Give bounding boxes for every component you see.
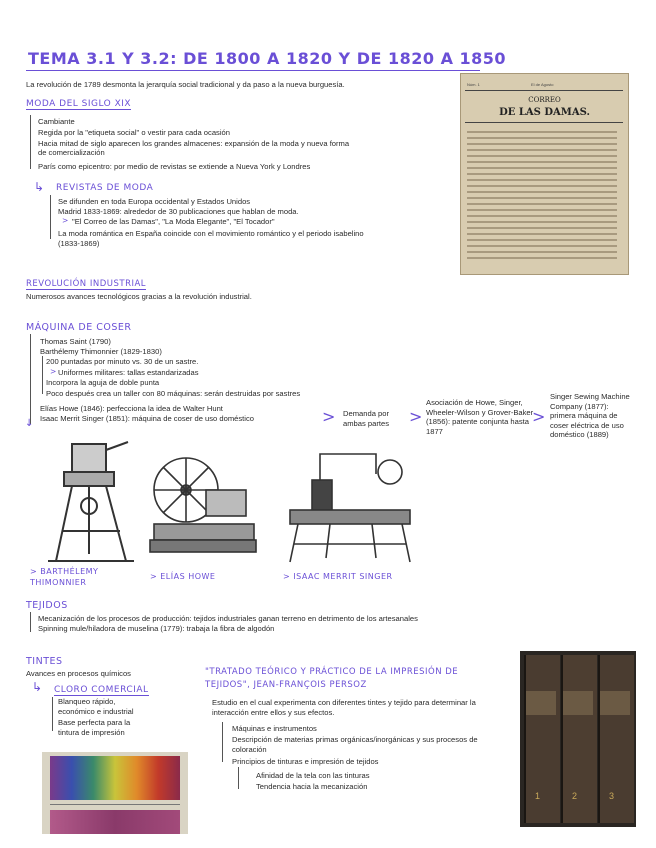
persoz-books-image [520, 651, 636, 827]
cloro-item: Base perfecta para la tintura de impresión [58, 718, 131, 737]
maquina-bracket [30, 334, 31, 424]
book-number: 2 [572, 791, 578, 801]
correo-damas-image [460, 73, 629, 275]
tratado-item: Máquinas e instrumentos [232, 724, 317, 733]
maquina-item: Thomas Saint (1790) [40, 337, 111, 346]
moda-item: París como epicentro: por medio de revistas se extiende a Nueva York y Londres [38, 162, 311, 171]
moda-item: de comercialización [38, 148, 105, 157]
howe-machine-image [148, 440, 258, 566]
revistas-item: Madrid 1833-1869: alrededor de 30 publicaciones que hablan de moda. [58, 207, 299, 216]
tintes-text: Avances en procesos químicos [26, 669, 131, 678]
revistas-bracket [50, 195, 51, 239]
flow-step-demanda: Demanda por ambas partes [343, 409, 390, 428]
maquina-heading: MÁQUINA DE COSER [26, 322, 132, 333]
moda-bracket [30, 115, 31, 169]
maquina-sub-item: Uniformes militares: tallas estandarizadas [58, 368, 199, 377]
revistas-item: "El Correo de las Damas", "La Moda Elegante", "El Tocador" [72, 217, 275, 226]
magazine-number: Núm. 1 [467, 82, 480, 87]
tintes-heading: TINTES [26, 656, 63, 667]
tratado-text: Estudio en el cual experimenta con diferentes tintes y tejido para determinar la interacción entre ellos y sus efectos. [212, 698, 476, 717]
tratado-sub-item: Tendencia hacia la mecanización [256, 782, 368, 791]
tejidos-bracket [30, 612, 31, 632]
title-underline [26, 70, 480, 71]
caption-singer: > ISAAC MERRIT SINGER [283, 572, 393, 581]
maquina-item: Barthélemy Thimonnier (1829-1830) [40, 347, 162, 356]
tejidos-heading: TEJIDOS [26, 600, 68, 611]
flow-arrow-icon: > [322, 407, 336, 426]
maquina-down-arrow-icon: ↓ [25, 418, 34, 429]
tejidos-item: Spinning mule/hiladora de muselina (1779): trabaja la fibra de algodón [38, 624, 275, 633]
magazine-text-lines [467, 128, 623, 268]
maquina-item: Isaac Merrit Singer (1851): máquina de coser de uso doméstico [40, 414, 254, 423]
thimonnier-machine-image [42, 436, 137, 566]
revolucion-text: Numerosos avances tecnológicos gracias a la revolución industrial. [26, 292, 252, 301]
revistas-heading: REVISTAS DE MODA [56, 183, 154, 193]
maquina-sub-item: Incorpora la aguja de doble punta [46, 378, 160, 387]
revistas-item: La moda romántica en España coincide con el movimiento romántico y el periodo isabelino [58, 229, 364, 238]
revistas-arrow-icon: ↳ [34, 180, 45, 194]
caption-thimonnier: > BARTHÉLEMY THIMONNIER [30, 567, 99, 587]
revistas-sub-arrow-icon: > [62, 216, 69, 225]
magazine-title-small: CORREO [528, 96, 561, 104]
maquina-item: Elías Howe (1846): perfecciona la idea de Walter Hunt [40, 404, 223, 413]
magazine-date: El de Agosto [531, 82, 554, 87]
flow-step-asociacion: Asociación de Howe, Singer, Wheeler-Wilson y Grover-Baker (1856): patente conjunta hasta 1877 [426, 398, 534, 436]
magazine-title-large: DE LAS DAMAS. [499, 107, 590, 118]
moda-item: Hacia mitad de siglo aparecen los grandes almacenes: expansión de la moda y nueva forma [38, 139, 350, 148]
moda-item: Regida por la "etiqueta social" o vestir para cada ocasión [38, 128, 230, 137]
flow-arrow-icon: > [532, 407, 546, 426]
singer-machine-image [280, 440, 420, 568]
maquina-sub-item: Poco después crea un taller con 80 máquinas: serán destruidas por sastres [46, 389, 301, 398]
uniformes-arrow-icon: > [50, 367, 57, 376]
moda-item: Cambiante [38, 117, 75, 126]
moda-heading: MODA DEL SIGLO XIX [26, 99, 132, 109]
intro-text: La revolución de 1789 desmonta la jerarquía social tradicional y da paso a la nueva burguesía. [26, 80, 345, 89]
flow-step-singer-company: Singer Sewing Machine Company (1877): primera máquina de coser eléctrica de uso doméstico (1889) [550, 392, 630, 439]
revolucion-heading: REVOLUCIÓN INDUSTRIAL [26, 279, 147, 289]
tejidos-item: Mecanización de los procesos de producción: tejidos industriales ganan terreno en detrimento de los artesanales [38, 614, 418, 623]
tratado-sub-item: Afinidad de la tela con las tinturas [256, 771, 370, 780]
cloro-heading: CLORO COMERCIAL [54, 685, 149, 695]
book-number: 1 [535, 791, 541, 801]
tratado-heading: "TRATADO TEÓRICO Y PRÁCTICO DE LA IMPRESIÓN DE TEJIDOS", JEAN-FRANÇOIS PERSOZ [205, 667, 459, 690]
revistas-item: Se difunden en toda Europa occidental y Estados Unidos [58, 197, 251, 206]
dye-swatch-image [42, 752, 188, 834]
cloro-item: Blanqueo rápido, económico e industrial [58, 697, 134, 716]
flow-arrow-icon: > [409, 407, 423, 426]
book-number: 3 [609, 791, 615, 801]
revistas-item: (1833-1869) [58, 239, 100, 248]
cloro-bracket [52, 697, 53, 731]
tratado-item: Descripción de materias primas orgánicas/inorgánicas y sus procesos de coloración [232, 735, 478, 754]
tratado-sub-bracket [238, 767, 239, 789]
tratado-bracket [222, 722, 223, 762]
cloro-arrow-icon: ↳ [32, 680, 43, 694]
thimonnier-bracket [42, 356, 43, 394]
maquina-sub-item: 200 puntadas por minuto vs. 30 de un sastre. [46, 357, 199, 366]
caption-howe: > ELÍAS HOWE [150, 572, 216, 581]
page-title: TEMA 3.1 Y 3.2: DE 1800 A 1820 Y DE 1820 A 1850 [28, 49, 507, 68]
tratado-item: Principios de tinturas e impresión de tejidos [232, 757, 379, 766]
